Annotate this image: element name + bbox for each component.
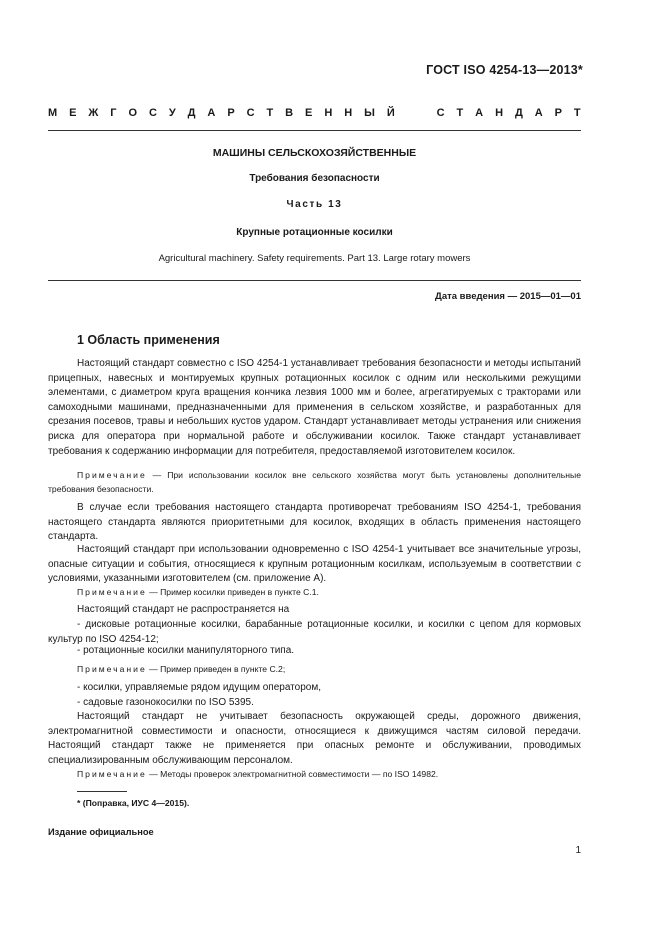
edition-label: Издание официальное: [48, 827, 154, 837]
footnote: * (Поправка, ИУС 4—2015).: [77, 798, 190, 808]
note: [48, 468, 581, 496]
heading-letter: Н: [495, 107, 504, 119]
list-item: [48, 681, 581, 696]
note: [48, 662, 581, 676]
list-item-text: - дисковые ротационные косилки, барабанные ротационные косилки, и косилки с цепом для кормовых культур по ISO 4254-12;: [48, 619, 581, 645]
paragraph: [48, 543, 581, 587]
heading-letter: Д: [187, 107, 196, 119]
paragraph-text: Настоящий стандарт совместно с ISO 4254-1 устанавливает требования безопасности и методы испытаний прицепных, навесных и монтируемых крупных ротационных косилок с одним или несколькими режущими элементами, с диаметром круга вращения кончика лезвия 1000 мм и более, агрегатируемых с тракторами или самоходными машинами, предназначенными для применения в сельском хозяйстве, и разработанных для срезания посевов, травы и небольших кустов ударом. Стандарт устанавливает методы устранения или снижения риска для оператора при нормальной работе и обслуживании косилок. Также стандарт устанавливает требования к содержанию информации для потребителя, предоставляемой изготовителем косилок.: [48, 358, 581, 457]
note-text: — Методы проверок электромагнитной совместимости — по ISO 14982.: [146, 769, 439, 779]
list-item-text: - косилки, управляемые рядом идущим оператором,: [77, 682, 321, 693]
heading-letter: Т: [573, 107, 581, 119]
note-label: Примечание: [77, 470, 147, 480]
heading-letter: Р: [227, 107, 235, 119]
heading-letter: Г: [110, 107, 117, 119]
document-title: МАШИНЫ СЕЛЬСКОХОЗЯЙСТВЕННЫЕ: [212, 147, 417, 159]
heading-letter: Ы: [364, 107, 375, 119]
heading-letter: С: [436, 107, 445, 119]
introduction-date: Дата введения — 2015—01—01: [435, 291, 581, 302]
paragraph-text: В случае если требования настоящего стандарта противоречат требованиям ISO 4254-1, требования настоящего стандарта являются приоритетными для косилок, входящих в область применения настоящего стандарта.: [48, 502, 581, 543]
heading-letter: Т: [456, 107, 464, 119]
heading-letter: Е: [69, 107, 77, 119]
list-item: [48, 618, 581, 647]
heading-letter: С: [246, 107, 255, 119]
heading-letter: Й: [386, 107, 395, 119]
word-gap: [407, 107, 425, 119]
section-heading: 1 Область применения: [77, 333, 220, 347]
paragraph-text: Настоящий стандарт не распространяется на: [77, 604, 290, 615]
note-text: — Пример приведен в пункте С.2;: [146, 664, 286, 674]
standard-code: ГОСТ ISO 4254-13—2013*: [426, 63, 583, 77]
heading-letter: Ж: [88, 107, 99, 119]
list-item: [48, 696, 581, 711]
note-label: Примечание: [77, 769, 147, 779]
heading-letter: Н: [324, 107, 333, 119]
heading-letter: Т: [266, 107, 274, 119]
note-text: — При использовании косилок вне сельского хозяйства могут быть установлены дополнительные требования безопасности.: [48, 470, 581, 494]
paragraph: [48, 357, 581, 459]
paragraph: [48, 603, 581, 618]
heading-letter: О: [128, 107, 138, 119]
heading-letter: Н: [344, 107, 353, 119]
paragraph: [48, 501, 581, 545]
footnote-divider: [77, 791, 127, 792]
heading-letter: Р: [554, 107, 562, 119]
heading-letter: А: [207, 107, 216, 119]
document-subtitle: Требования безопасности: [249, 173, 380, 184]
heading-letter: Е: [305, 107, 313, 119]
page-number: 1: [575, 845, 581, 856]
note: [48, 585, 581, 599]
paragraph-text: Настоящий стандарт при использовании одновременно с ISO 4254-1 учитывает все значительные угрозы, опасные ситуации и события, относящиеся к крупным ротационным косилкам, используемым в соответствии с условиями, указанными изготовителем (см. приложение А).: [48, 544, 581, 585]
paragraph: [48, 710, 581, 768]
top-divider: [48, 130, 581, 131]
list-item: [48, 644, 581, 659]
heading-letter: М: [48, 107, 58, 119]
english-title: Agricultural machinery. Safety requirements. Part 13. Large rotary mowers: [158, 253, 471, 264]
title-divider: [48, 280, 581, 281]
interstate-standard-heading: [48, 107, 581, 119]
list-item-text: - ротационные косилки манипуляторного типа.: [77, 645, 295, 656]
note-label: Примечание: [77, 664, 147, 674]
paragraph-text: Настоящий стандарт не учитывает безопасность окружающей среды, дорожного движения, электромагнитной совместимости и опасности, относящиеся к движущимся частям силовой передачи. Настоящий стандарт также не применяется при опасных ремонте и обслуживании, проводимых специализированным обслуживающим персоналом.: [48, 711, 581, 766]
heading-letter: В: [285, 107, 294, 119]
note-label: Примечание: [77, 587, 147, 597]
heading-letter: А: [534, 107, 543, 119]
heading-letter: С: [148, 107, 157, 119]
document-part-title: Крупные ротационные косилки: [236, 227, 393, 238]
heading-letter: У: [168, 107, 176, 119]
heading-letter: А: [475, 107, 484, 119]
note: [48, 767, 581, 781]
heading-letter: Д: [514, 107, 523, 119]
document-part: Часть 13: [286, 199, 343, 210]
list-item-text: - садовые газонокосилки по ISO 5395.: [77, 697, 254, 708]
note-text: — Пример косилки приведен в пункте С.1.: [146, 587, 319, 597]
